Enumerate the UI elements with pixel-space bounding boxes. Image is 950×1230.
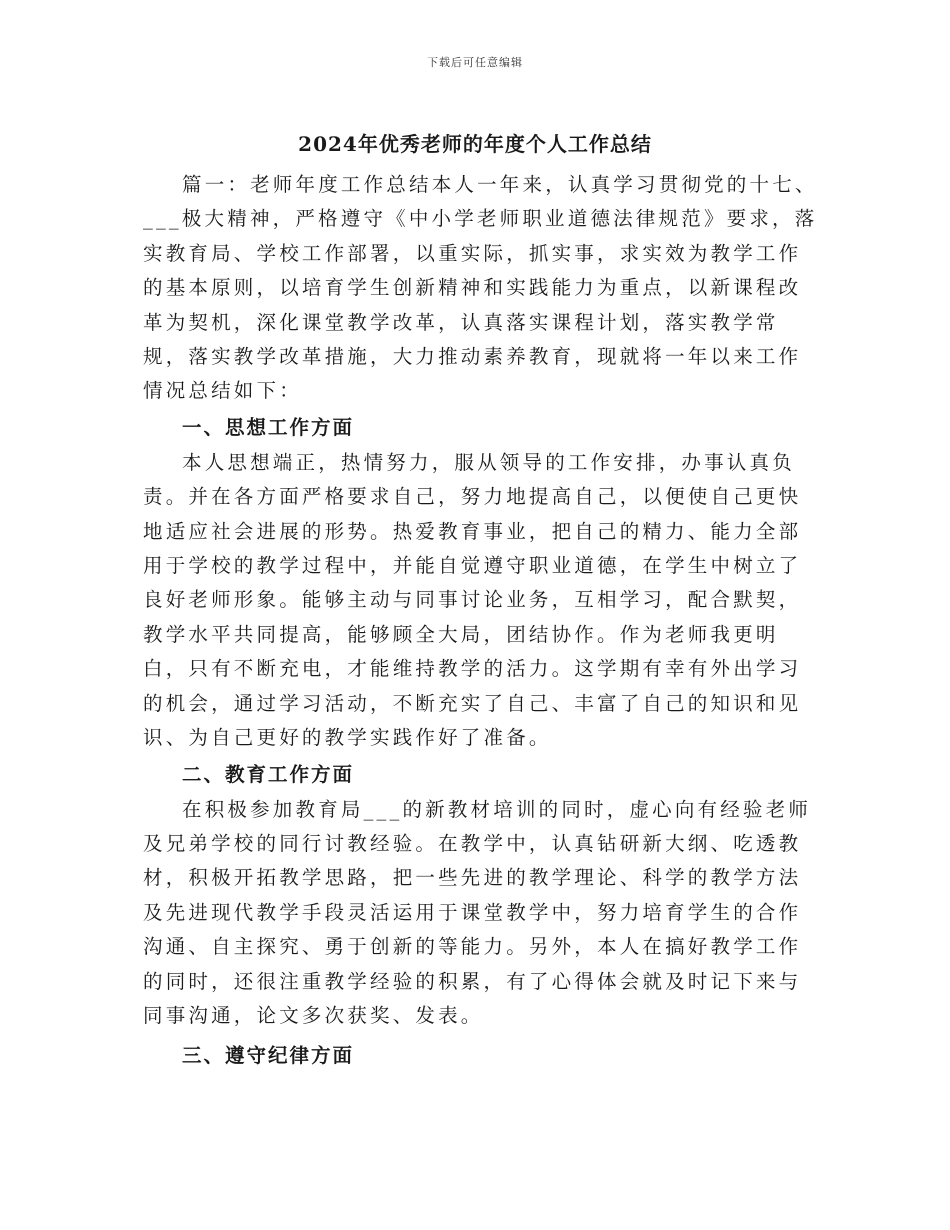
section-heading-education: 二、教育工作方面 xyxy=(182,762,355,786)
intro-paragraph: 篇一：老师年度工作总结本人一年来，认真学习贯彻党的十七、___极大精神，严格遵守《中小学老师职业道德法律规范》要求，落实教育局、学校工作部署，以重实际，抓实事，求实效为教学工作的基本原则，以培育学生创新精神和实践能力为重点，以新课程改革为契机，深化课堂教学改革，认真落实课程计划，落实教学常规，落实教学改革措施，大力推动素养教育，现就将一年以来工作情况总结如下： xyxy=(143,173,818,403)
header-note: 下载后可任意编辑 xyxy=(427,56,523,69)
document-title: 2024年优秀老师的年度个人工作总结 xyxy=(298,132,652,156)
section-heading-discipline: 三、遵守纪律方面 xyxy=(182,1044,355,1068)
section-heading-thought: 一、思想工作方面 xyxy=(182,415,355,439)
document-body xyxy=(143,168,823,1074)
section-body-education: 在积极参加教育局___的新教材培训的同时，虚心向有经验老师及兄弟学校的同行讨教经验。在教学中，认真钻研新大纲、吃透教材，积极开拓教学思路，把一些先进的教学理论、科学的教学方法及先进现代教学手段灵活运用于课堂教学中，努力培育学生的合作沟通、自主探究、勇于创新的等能力。另外，本人在搞好教学工作的同时，还很注重教学经验的积累，有了心得体会就及时记下来与同事沟通，论文多次获奖、发表。 xyxy=(143,797,812,1027)
section-body-thought: 本人思想端正，热情努力，服从领导的工作安排，办事认真负责。并在各方面严格要求自己，努力地提高自己，以便使自己更快地适应社会进展的形势。热爱教育事业，把自己的精力、能力全部用于学校的教学过程中，并能自觉遵守职业道德，在学生中树立了良好老师形象。能够主动与同事讨论业务，互相学习，配合默契，教学水平共同提高，能够顾全大局，团结协作。作为老师我更明白，只有不断充电，才能维持教学的活力。这学期有幸有外出学习的机会，通过学习活动，不断充实了自己、丰富了自己的知识和见识、为自己更好的教学实践作好了准备。 xyxy=(143,450,802,750)
